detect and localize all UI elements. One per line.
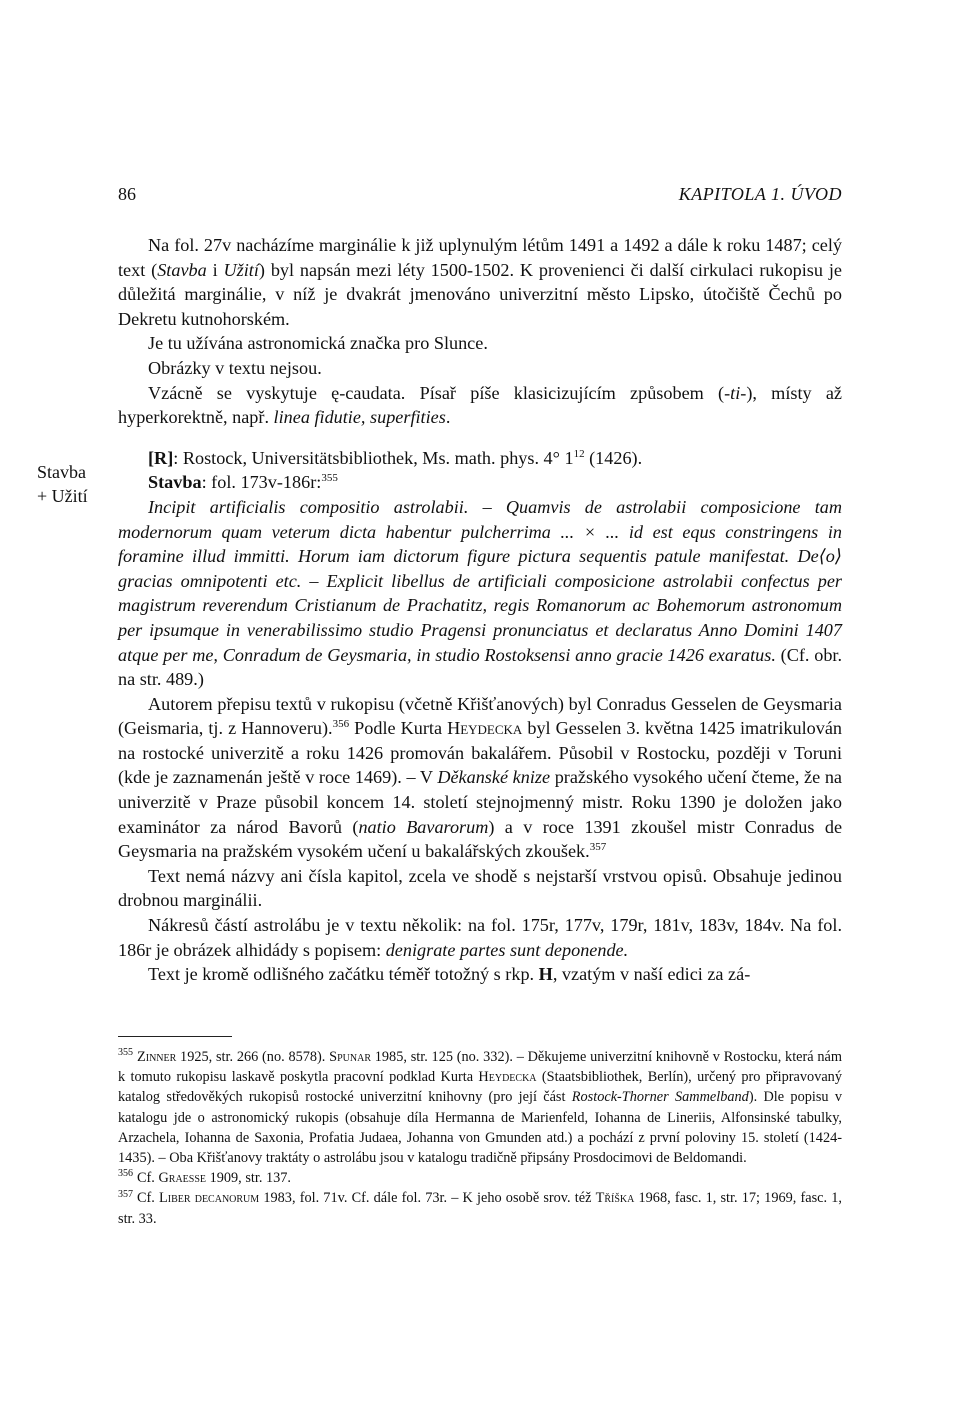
italic-run: Děkanské knize [437,767,551,788]
body-paragraph [118,692,842,864]
shelfmark [118,446,842,471]
footnote-ref: 356 [332,718,350,731]
text-run: 1983, fol. 71v. Cf. dále fol. 73r. – K jeho osobě srov. též [259,1190,596,1207]
text-run: Podle Kurta [349,718,448,739]
margin-note-line: Stavba [37,462,86,482]
text-run: i [206,259,224,280]
italic-run: linea fidutie, superfities [273,407,446,428]
text-run: Nákresů částí astrolábu je v textu několik: na fol. 175r, 177v, 179r, 181v, 183v, 184v. Na fol. 186r je obrázek alhidády s popisem: [118,915,842,960]
text-run: pražského vysokého učení čteme, že na univerzitě v Praze působil koncem 14. století stejnojmenný mistr. Roku 1390 je doložen jako examinátor za národ Bavorů ( [118,767,842,837]
text-run: (Staatsbibliothek, Berlín), určený pro připravovaný katalog středověkých rukopisů rostocké univerzitní knihovny (pro její část [118,1069,842,1106]
footnote-rule [118,1036,232,1037]
footnote [118,1168,842,1188]
body-paragraph: Text nemá názvy ani čísla kapitol, zcela ve shodě s nejstarší vrstvou opisů. Obsahuje jedinou drobnou marginálii. [118,865,842,911]
text-run: ) a v roce 1391 zkoušel mistr Conradus de Geysmaria na pražském vysokém učení u bakalářských zkoušek. [118,816,843,862]
text-run: byl Gesselen 3. května 1425 imatrikulován na rostocké univerzitě a roku 1426 promován bakalářem. Působil v Rostocku, později v Toruni (kde je zaznamenán ještě v roce 1469). – V [118,718,842,788]
main-text [118,233,842,987]
text-run: 1968, fasc. 1, str. 17; 1969, fasc. 1, str. 33. [118,1190,842,1227]
footnote-number: 355 [118,1047,133,1059]
text-run: : fol. 173v-186r: [201,472,322,493]
text-run: ). Dle popisu v katalogu jde o astronomický rukopis (obsahuje díla Hermanna de Marienfeld, Iohanna de Lineriis, Alfonsinské tabulky, Arzachela, Iohanna de Saxonia, Profatia Judaea, Johanna von Gmunden atd.) a pochází z první poloviny 15. století (1424-1435). – Oba Křišťanovy traktáty o astrolábu jsou v katalogu tradičně připsány Prosdocimovi de Beldomandi. [118,1089,843,1167]
author-name: Heydecka [478,1069,537,1086]
page-number: 86 [118,184,136,204]
body-paragraph [118,962,842,987]
superscript: 12 [573,447,585,460]
author-name: Tříška [595,1190,635,1207]
text-run: Vzácně se vyskytuje ę-caudata. Písař píše klasicizujícím způsobem (- [148,382,731,403]
footnote-ref: 355 [321,472,338,485]
text-run: Autorem přepisu textů v rukopisu (včetně Křišťanových) byl Conradus Gesselen de Geysmaria (Geismaria, tj. z Hannoveru). [118,693,842,739]
text-run: Text je kromě odlišného začátku téměř totožný s rkp. [148,964,539,985]
stavba-label: Stavba [148,472,202,493]
text-run: 1909, str. 137. [206,1170,292,1187]
text-run: ) byl napsán mezi léty 1500-1502. K provenienci či další cirkulaci rukopisu je důležitá marginálie, v níž je dvakrát jmenováno univerzitní město Lipsko, útočiště Čechů po Dekretu kutnohorském. [118,259,842,329]
body-paragraph [118,913,842,962]
intro-paragraph: Je tu užívána astronomická značka pro Slunce. [148,333,488,354]
footnote [118,1047,842,1168]
author-name: Spunar [329,1049,371,1065]
text-run: Cf. [137,1170,159,1187]
text-run: -), místy až hyperkorektně, např. [118,382,842,428]
text-run: (1426). [584,447,643,468]
italic-run: Rostock-Thorner Sammelband [571,1089,749,1106]
italic-run: Užití [223,259,259,280]
stavba-line [118,470,842,495]
text-run: Na fol. 27v nacházíme marginálie k již uplynulým létům 1491 a 1492 a dále k roku 1487; celý text ( [118,235,842,280]
author-name: Heydecka [447,718,523,739]
italic-run: denigrate partes sunt deponende. [385,939,629,960]
margin-note-line: + Užití [37,486,88,506]
italic-run: Stavba [157,259,207,280]
incipit-explicit [118,495,842,692]
margin-note [37,460,117,508]
author-name: Zinner [137,1049,177,1065]
siglum: H [538,964,553,985]
italic-run: ti [730,382,741,403]
text-run: , vzatým v naší edici za zá- [552,964,751,985]
footnote-ref: 357 [589,841,607,854]
intro-paragraph [118,381,842,430]
manuscript-record [118,446,842,692]
author-name: Liber decanorum [159,1190,260,1207]
footnote-number: 356 [118,1168,133,1180]
footnote [118,1188,842,1228]
page-header [118,184,842,208]
running-head: KAPITOLA 1. ÚVOD [678,184,842,204]
text-run: 1985, str. 125 (no. 332). – Děkujeme univerzitní knihovně v Rostocku, která nám k tomuto rukopisu laskavě poskytla pracovní podklad Kurta [118,1049,842,1086]
footnote-number: 357 [118,1188,133,1200]
text-run: (Cf. obr. na str. 489.) [118,644,843,690]
siglum: [R] [148,447,174,468]
text-run: 1925, str. 266 (no. 8578). [176,1049,330,1065]
text-run: Cf. [137,1190,160,1207]
intro-paragraph: Obrázky v textu nejsou. [148,357,322,378]
italic-run: natio Bavarorum [358,816,489,837]
footnotes [118,1036,842,1229]
latin-text: Incipit artificialis compositio astrolabii. – Quamvis de astrolabii composicione tam modernorum quam veterum dicta habentur pulcherrima ... × ... id est equs constringens in foramine illud immitti. Horum iam dictorum figure pictura sequentis patule manifestat. De⟨o⟩ gracias omnipotenti etc. – Explicit libellus de artificiali composicione astrolabii confectus per magistrum reverendum Cristianum de Prachatitz, regis Romanorum ac Bohemorum astronomum per ipsumque in venerabilissimo studio Pragensi pronunciatus et declaratus Anno Domini 1407 atque per me, Conradum de Geysmaria, in studio Rostoksensi anno gracie 1426 exaratus. [118,496,842,665]
text-run: : Rostock, Universitätsbibliothek, Ms. math. phys. 4° 1 [173,447,574,468]
text-run: . [445,407,451,428]
intro-paragraph [118,233,842,331]
author-name: Graesse [158,1170,207,1187]
